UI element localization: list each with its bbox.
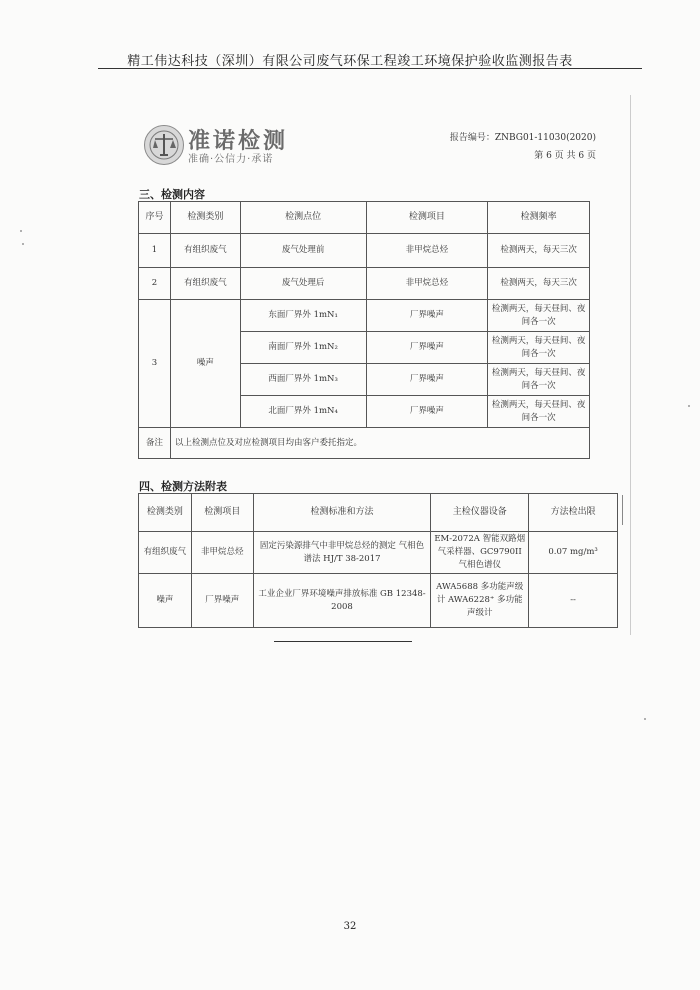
row-equipment: EM-2072A 智能双路烟气采样器、GC9790II 气相色谱仪	[431, 532, 529, 574]
row-equipment: AWA5688 多功能声级计 AWA6228⁺ 多功能声级计	[431, 574, 529, 628]
column-header: 检测标准和方法	[253, 494, 431, 532]
remark-text: 以上检测点位及对应检测项目均由客户委托指定。	[170, 428, 589, 459]
remark-row	[139, 428, 590, 459]
scan-mark	[622, 495, 625, 525]
row-frequency: 检测两天，每天昼间、夜间各一次	[488, 300, 590, 332]
row-item: 非甲烷总烃	[366, 268, 488, 300]
row-point: 南面厂界外 1mN₂	[240, 332, 366, 364]
column-header: 主检仪器设备	[431, 494, 529, 532]
column-header: 检测频率	[488, 202, 590, 234]
row-detection-limit: 0.07 mg/m³	[529, 532, 618, 574]
row-item: 非甲烷总烃	[191, 532, 253, 574]
table-row	[139, 300, 590, 332]
row-point: 废气处理后	[240, 268, 366, 300]
company-logo	[140, 124, 330, 168]
column-header: 检测项目	[191, 494, 253, 532]
column-header: 序号	[139, 202, 171, 234]
method-table	[138, 493, 618, 628]
column-header: 方法检出限	[529, 494, 618, 532]
row-frequency: 检测两天，每天三次	[488, 268, 590, 300]
row-point: 废气处理前	[240, 234, 366, 268]
report-number: 报告编号：ZNBG01-11030(2020)	[449, 133, 596, 143]
table-row	[139, 532, 618, 574]
row-detection-limit: --	[529, 574, 618, 628]
row-item: 厂界噪声	[366, 332, 488, 364]
table-row	[139, 234, 590, 268]
row-point: 北面厂界外 1mN₄	[240, 396, 366, 428]
row-point: 西面厂界外 1mN₃	[240, 364, 366, 396]
row-category: 有组织废气	[139, 532, 192, 574]
table-header-row	[139, 202, 590, 234]
table-row	[139, 574, 618, 628]
row-item: 厂界噪声	[366, 396, 488, 428]
row-category: 有组织废气	[170, 268, 240, 300]
row-frequency: 检测两天，每天三次	[488, 234, 590, 268]
document-header-title: 精工伟达科技（深圳）有限公司废气环保工程竣工环境保护验收监测报告表	[127, 54, 573, 69]
header-divider	[98, 68, 642, 69]
column-header: 检测类别	[139, 494, 192, 532]
row-item: 厂界噪声	[191, 574, 253, 628]
row-item: 厂界噪声	[366, 300, 488, 332]
row-number: 3	[139, 300, 171, 428]
row-frequency: 检测两天，每天昼间、夜间各一次	[488, 364, 590, 396]
row-method: 工业企业厂界环境噪声排放标准 GB 12348-2008	[253, 574, 431, 628]
scan-speck	[22, 243, 24, 245]
detection-content-table	[138, 201, 590, 459]
section-title-method-table: 四、检测方法附表	[139, 480, 227, 493]
row-category: 噪声	[139, 574, 192, 628]
row-point: 东面厂界外 1mN₁	[240, 300, 366, 332]
page-number: 32	[343, 921, 357, 932]
scan-speck	[20, 230, 22, 232]
page-indicator: 第 6 页 共 6 页	[534, 151, 596, 161]
row-number: 1	[139, 234, 171, 268]
row-frequency: 检测两天，每天昼间、夜间各一次	[488, 396, 590, 428]
scan-speck	[688, 405, 690, 407]
logo-name: 准诺检测	[188, 129, 289, 154]
scales-emblem-icon	[144, 125, 184, 165]
end-rule	[274, 641, 412, 642]
column-header: 检测点位	[240, 202, 366, 234]
row-method: 固定污染源排气中非甲烷总烃的测定 气相色谱法 HJ/T 38-2017	[253, 532, 431, 574]
logo-slogan: 准确·公信力·承诺	[188, 154, 274, 165]
column-header: 检测项目	[366, 202, 488, 234]
section-title-detection-content: 三、检测内容	[139, 188, 205, 201]
row-item: 非甲烷总烃	[366, 234, 488, 268]
row-item: 厂界噪声	[366, 364, 488, 396]
column-header: 检测类别	[170, 202, 240, 234]
remark-label: 备注	[139, 428, 171, 459]
table-row	[139, 268, 590, 300]
scan-edge	[630, 95, 631, 635]
table-header-row	[139, 494, 618, 532]
scan-speck	[644, 718, 646, 720]
row-category: 噪声	[170, 300, 240, 428]
row-frequency: 检测两天，每天昼间、夜间各一次	[488, 332, 590, 364]
row-category: 有组织废气	[170, 234, 240, 268]
row-number: 2	[139, 268, 171, 300]
